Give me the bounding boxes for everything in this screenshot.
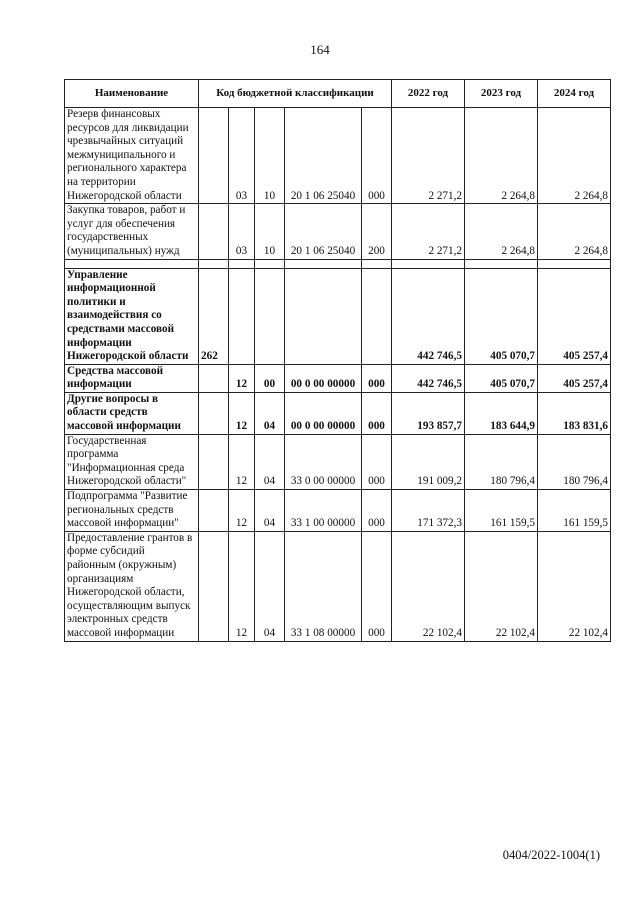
row-subsection: 10 bbox=[255, 204, 285, 259]
row-2024: 405 257,4 bbox=[538, 268, 611, 364]
header-name: Наименование bbox=[65, 80, 199, 108]
table-header-row bbox=[65, 80, 611, 108]
row-dept bbox=[199, 490, 229, 532]
table-row bbox=[65, 204, 611, 259]
row-target: 00 0 00 00000 bbox=[285, 364, 362, 392]
row-expense: 000 bbox=[362, 108, 392, 204]
row-expense: 000 bbox=[362, 392, 392, 434]
row-2022: 442 746,5 bbox=[392, 268, 465, 364]
row-name: Другие вопросы в области средств массовой информации bbox=[65, 392, 199, 434]
row-dept bbox=[199, 108, 229, 204]
row-target: 20 1 06 25040 bbox=[285, 108, 362, 204]
row-dept bbox=[199, 531, 229, 641]
row-section: 12 bbox=[229, 392, 255, 434]
row-expense: 000 bbox=[362, 364, 392, 392]
row-2024: 161 159,5 bbox=[538, 490, 611, 532]
row-subsection: 00 bbox=[255, 364, 285, 392]
row-expense: 000 bbox=[362, 434, 392, 489]
table-row bbox=[65, 434, 611, 489]
row-target: 00 0 00 00000 bbox=[285, 392, 362, 434]
row-subsection: 04 bbox=[255, 490, 285, 532]
row-expense: 200 bbox=[362, 204, 392, 259]
row-subsection: 10 bbox=[255, 108, 285, 204]
row-2023: 405 070,7 bbox=[465, 364, 538, 392]
table-row bbox=[65, 490, 611, 532]
row-2024: 22 102,4 bbox=[538, 531, 611, 641]
row-expense bbox=[362, 268, 392, 364]
row-section: 12 bbox=[229, 531, 255, 641]
row-dept bbox=[199, 392, 229, 434]
budget-table bbox=[64, 79, 611, 642]
header-2024: 2024 год bbox=[538, 80, 611, 108]
row-section: 12 bbox=[229, 364, 255, 392]
row-dept bbox=[199, 204, 229, 259]
row-subsection: 04 bbox=[255, 434, 285, 489]
row-section: 12 bbox=[229, 434, 255, 489]
row-2023: 161 159,5 bbox=[465, 490, 538, 532]
document-code: 0404/2022-1004(1) bbox=[502, 848, 600, 862]
row-name: Средства массовой информации bbox=[65, 364, 199, 392]
row-2023: 180 796,4 bbox=[465, 434, 538, 489]
row-section: 03 bbox=[229, 108, 255, 204]
row-section: 12 bbox=[229, 490, 255, 532]
row-target: 33 0 00 00000 bbox=[285, 434, 362, 489]
row-target: 20 1 06 25040 bbox=[285, 204, 362, 259]
row-subsection: 04 bbox=[255, 531, 285, 641]
row-target: 33 1 00 00000 bbox=[285, 490, 362, 532]
header-budget-code: Код бюджетной классификации bbox=[199, 80, 392, 108]
row-target: 33 1 08 00000 bbox=[285, 531, 362, 641]
table-row bbox=[65, 392, 611, 434]
table-row bbox=[65, 268, 611, 364]
row-2024: 183 831,6 bbox=[538, 392, 611, 434]
row-2023: 22 102,4 bbox=[465, 531, 538, 641]
row-2022: 191 009,2 bbox=[392, 434, 465, 489]
header-2022: 2022 год bbox=[392, 80, 465, 108]
table-row bbox=[65, 108, 611, 204]
row-expense: 000 bbox=[362, 490, 392, 532]
row-name: Государственная программа "Информационная среда Нижегородской области" bbox=[65, 434, 199, 489]
table-row bbox=[65, 531, 611, 641]
row-section: 03 bbox=[229, 204, 255, 259]
row-2022: 171 372,3 bbox=[392, 490, 465, 532]
row-name: Управление информационной политики и взаимодействия со средствами массовой информации Нижегородской области bbox=[65, 268, 199, 364]
row-subsection: 04 bbox=[255, 392, 285, 434]
row-name: Подпрограмма "Развитие региональных средств массовой информации" bbox=[65, 490, 199, 532]
row-2024: 405 257,4 bbox=[538, 364, 611, 392]
row-2024: 2 264,8 bbox=[538, 108, 611, 204]
row-2022: 22 102,4 bbox=[392, 531, 465, 641]
row-2022: 193 857,7 bbox=[392, 392, 465, 434]
row-name: Предоставление грантов в форме субсидий районным (окружным) организациям Нижегородской области, осуществляющим выпуск электронных средств массовой информации bbox=[65, 531, 199, 641]
row-2022: 442 746,5 bbox=[392, 364, 465, 392]
row-2023: 2 264,8 bbox=[465, 108, 538, 204]
row-2022: 2 271,2 bbox=[392, 108, 465, 204]
page-number: 164 bbox=[310, 42, 330, 57]
header-2023: 2023 год bbox=[465, 80, 538, 108]
row-2023: 183 644,9 bbox=[465, 392, 538, 434]
row-2022: 2 271,2 bbox=[392, 204, 465, 259]
spacer-row bbox=[65, 259, 611, 268]
row-dept: 262 bbox=[199, 268, 229, 364]
row-section bbox=[229, 268, 255, 364]
row-2024: 2 264,8 bbox=[538, 204, 611, 259]
row-dept bbox=[199, 434, 229, 489]
row-2023: 405 070,7 bbox=[465, 268, 538, 364]
row-target bbox=[285, 268, 362, 364]
row-subsection bbox=[255, 268, 285, 364]
row-2023: 2 264,8 bbox=[465, 204, 538, 259]
table-row bbox=[65, 364, 611, 392]
row-expense: 000 bbox=[362, 531, 392, 641]
row-2024: 180 796,4 bbox=[538, 434, 611, 489]
row-name: Резерв финансовых ресурсов для ликвидации чрезвычайных ситуаций межмуниципального и регионального характера на территории Нижегородской области bbox=[65, 108, 199, 204]
row-dept bbox=[199, 364, 229, 392]
row-name: Закупка товаров, работ и услуг для обеспечения государственных (муниципальных) нужд bbox=[65, 204, 199, 259]
